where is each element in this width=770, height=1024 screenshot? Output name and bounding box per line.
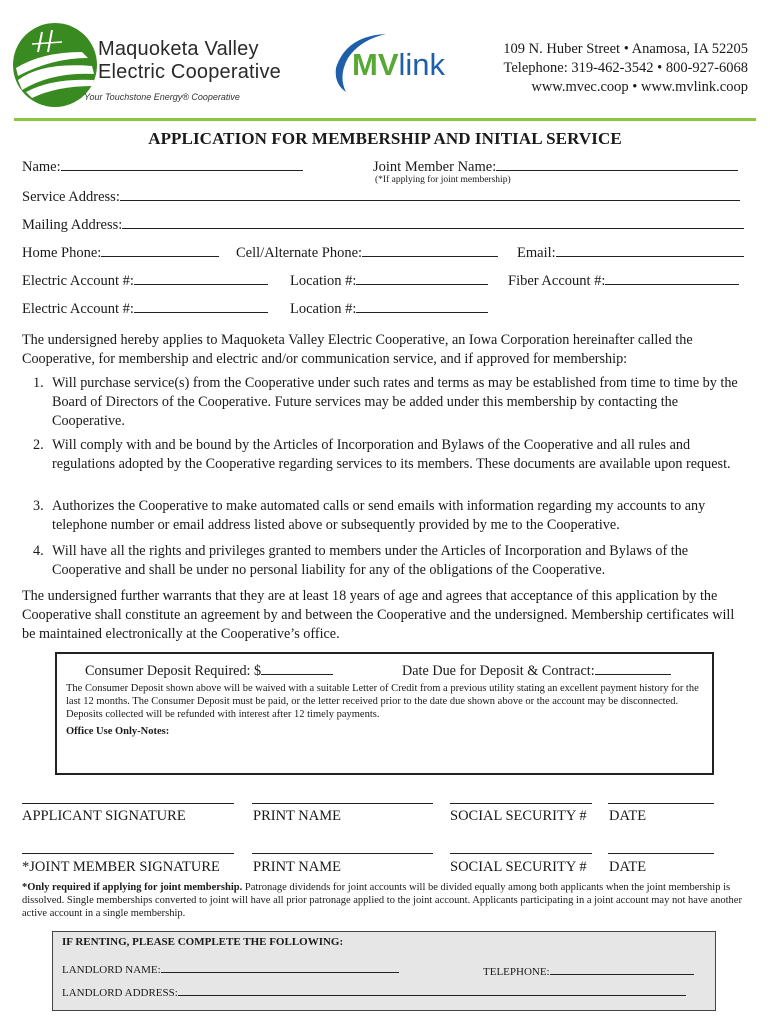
- renting-heading: IF RENTING, PLEASE COMPLETE THE FOLLOWING:: [62, 936, 344, 948]
- location-2-field[interactable]: [290, 298, 488, 318]
- mvlink-logo: [352, 47, 445, 83]
- fiber-account-label: Fiber Account #:: [508, 273, 606, 289]
- landlord-telephone-input-line[interactable]: [550, 963, 694, 975]
- joint-signature-label: *JOINT MEMBER SIGNATURE: [22, 859, 220, 875]
- landlord-name-field[interactable]: [62, 961, 399, 976]
- electric-account-1-field[interactable]: [22, 270, 268, 290]
- contact-block: [503, 40, 748, 97]
- print-name-label: PRINT NAME: [253, 808, 341, 824]
- websites-line: www.mvec.coop • www.mvlink.coop: [531, 79, 748, 95]
- logo-name-line1: Maquoketa Valley: [98, 38, 259, 60]
- list-item: [33, 542, 751, 580]
- cell-phone-field[interactable]: [236, 242, 498, 262]
- home-phone-label: Home Phone:: [22, 245, 102, 261]
- header-divider: [14, 118, 756, 121]
- date-label: DATE: [609, 808, 647, 824]
- list-item-number: 4.: [33, 543, 44, 559]
- joint-signature-line[interactable]: [22, 853, 234, 854]
- name-field[interactable]: [22, 156, 303, 176]
- office-use-notes-label: Office Use Only-Notes:: [66, 726, 170, 737]
- list-item: [33, 436, 751, 474]
- service-address-label: Service Address:: [22, 189, 120, 205]
- deposit-amount-input-line[interactable]: [261, 660, 333, 675]
- home-phone-input-line[interactable]: [101, 242, 219, 257]
- logo-name-line2: Electric Cooperative: [98, 61, 281, 83]
- landlord-name-input-line[interactable]: [161, 961, 399, 973]
- joint-print-name-label: PRINT NAME: [253, 859, 341, 875]
- electric-account-2-input-line[interactable]: [134, 298, 268, 313]
- landlord-address-input-line[interactable]: [178, 984, 686, 996]
- location-1-field[interactable]: [290, 270, 488, 290]
- renting-box: [52, 931, 716, 1011]
- applicant-signature-label: APPLICANT SIGNATURE: [22, 808, 186, 824]
- joint-note-bold: *Only required if applying for joint membership.: [22, 882, 243, 893]
- list-item-number: 1.: [33, 375, 44, 391]
- list-item-number: 3.: [33, 498, 44, 514]
- print-name-line[interactable]: [252, 803, 433, 804]
- intro-paragraph: The undersigned hereby applies to Maquoketa Valley Electric Cooperative, an Iowa Corporation hereinafter called the Cooperative, for membership and electric and/or communication service, and if approved for membership:: [22, 332, 693, 367]
- date-line[interactable]: [608, 803, 714, 804]
- address-line: 109 N. Huber Street • Anamosa, IA 52205: [503, 41, 748, 57]
- joint-membership-note: (*If applying for joint membership): [375, 175, 511, 185]
- name-label: Name:: [22, 159, 61, 175]
- joint-date-line[interactable]: [608, 853, 714, 854]
- location-1-input-line[interactable]: [356, 270, 488, 285]
- list-item-text: Will purchase service(s) from the Cooperative under such rates and terms as may be established from time to time by the Board of Directors of the Cooperative. Future services may be added under this membership by contacting the Cooperative.: [52, 375, 738, 429]
- list-item-text: Authorizes the Cooperative to make automated calls or send emails with information regarding my accounts to any telephone number or email address listed above or subsequently provided by me to the Cooperative.: [52, 498, 706, 533]
- location-2-input-line[interactable]: [356, 298, 488, 313]
- landlord-address-label: LANDLORD ADDRESS:: [62, 987, 178, 999]
- joint-member-name-input-line[interactable]: [496, 156, 738, 171]
- landlord-telephone-field[interactable]: [483, 963, 694, 978]
- joint-note-text: Patronage dividends for joint accounts will be divided equally among both applicants when the joint membership is dissolved. Single memberships converted to joint will have all prior patronage applied to the joint account. Applicants participating in a joint account may not have another active account in a single membership.: [22, 882, 742, 919]
- location-2-label: Location #:: [290, 301, 357, 317]
- social-security-label: SOCIAL SECURITY #: [450, 808, 587, 824]
- applicant-signature-line[interactable]: [22, 803, 234, 804]
- cooperative-name: [98, 38, 281, 84]
- list-item-text: Will have all the rights and privileges granted to members under the Articles of Incorporation and Bylaws of the Cooperative and shall be under no personal liability for any of the obligations of the Cooperative.: [52, 543, 689, 578]
- mailing-address-field[interactable]: [22, 214, 744, 234]
- name-input-line[interactable]: [61, 156, 303, 171]
- electric-account-1-input-line[interactable]: [134, 270, 268, 285]
- email-label: Email:: [517, 245, 556, 261]
- deposit-required-label: Consumer Deposit Required: $: [85, 663, 262, 679]
- list-item-text: Will comply with and be bound by the Articles of Incorporation and Bylaws of the Cooperative and all rules and regulations adopted by the Cooperative regarding services to its members. These documents are available upon request.: [52, 437, 731, 472]
- joint-membership-footnote: [22, 881, 750, 920]
- mvlink-mv: MV: [352, 47, 399, 82]
- joint-social-security-label: SOCIAL SECURITY #: [450, 859, 587, 875]
- deposit-date-due-field[interactable]: [402, 660, 671, 680]
- telephone-line: Telephone: 319-462-3542 • 800-927-6068: [503, 60, 748, 76]
- service-address-field[interactable]: [22, 186, 740, 206]
- service-address-input-line[interactable]: [120, 186, 740, 201]
- joint-member-name-label: Joint Member Name:: [373, 159, 497, 175]
- cell-phone-input-line[interactable]: [362, 242, 498, 257]
- page-title: APPLICATION FOR MEMBERSHIP AND INITIAL SERVICE: [148, 129, 622, 148]
- social-security-line[interactable]: [450, 803, 592, 804]
- fiber-account-input-line[interactable]: [605, 270, 739, 285]
- fiber-account-field[interactable]: [508, 270, 739, 290]
- mailing-address-input-line[interactable]: [122, 214, 744, 229]
- consumer-deposit-box: [55, 652, 714, 775]
- joint-print-name-line[interactable]: [252, 853, 433, 854]
- joint-social-security-line[interactable]: [450, 853, 592, 854]
- warrant-paragraph: The undersigned further warrants that they are at least 18 years of age and agrees that acceptance of this application by the Cooperative shall constitute an agreement by and between the Cooperative and the undersigned. Membership certificates will be maintained electronically at the Cooperative’s office.: [22, 588, 735, 642]
- home-phone-field[interactable]: [22, 242, 219, 262]
- landlord-address-field[interactable]: [62, 984, 686, 999]
- landlord-name-label: LANDLORD NAME:: [62, 964, 161, 976]
- cell-phone-label: Cell/Alternate Phone:: [236, 245, 363, 261]
- landlord-telephone-label: TELEPHONE:: [483, 966, 550, 978]
- email-input-line[interactable]: [556, 242, 744, 257]
- mvlink-link: link: [398, 47, 446, 82]
- joint-date-label: DATE: [609, 859, 647, 875]
- electric-account-2-field[interactable]: [22, 298, 268, 318]
- list-item: [33, 374, 751, 431]
- email-field[interactable]: [517, 242, 744, 262]
- deposit-required-field[interactable]: [85, 660, 333, 680]
- logo-tagline: Your Touchstone Energy® Cooperative: [84, 92, 240, 102]
- joint-member-name-field[interactable]: [373, 156, 738, 176]
- location-1-label: Location #:: [290, 273, 357, 289]
- deposit-explanation: The Consumer Deposit shown above will be waived with a suitable Letter of Credit from a previous utility stating an excellent payment history for the last 12 months. The Consumer Deposit must be paid, or the letter received prior to the date due shown above or the account may be disconnected. Deposits collected will be refunded with interest after 12 timely payments.: [66, 683, 699, 720]
- deposit-date-due-label: Date Due for Deposit & Contract:: [402, 663, 595, 679]
- list-item: [33, 497, 751, 535]
- mailing-address-label: Mailing Address:: [22, 217, 123, 233]
- electric-account-1-label: Electric Account #:: [22, 273, 134, 289]
- list-item-number: 2.: [33, 437, 44, 453]
- deposit-date-input-line[interactable]: [595, 660, 671, 675]
- electric-account-2-label: Electric Account #:: [22, 301, 134, 317]
